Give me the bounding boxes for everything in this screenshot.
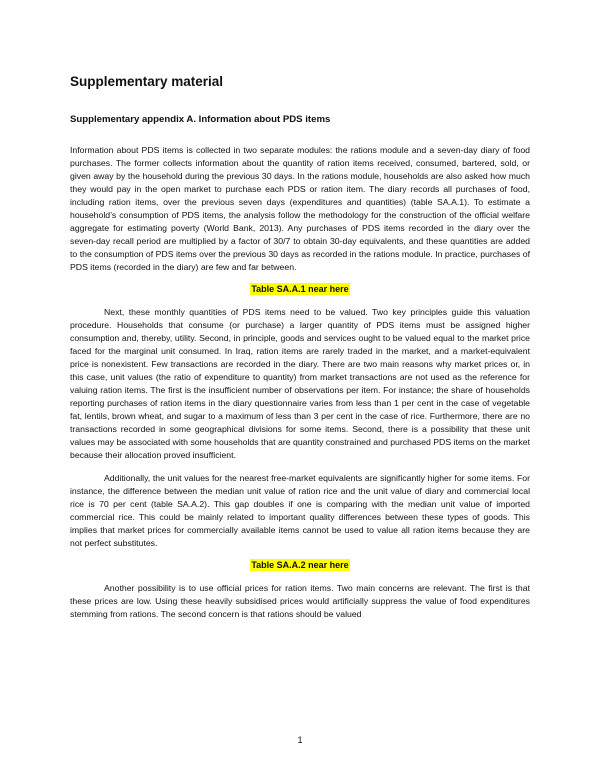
paragraph-valuation: Next, these monthly quantities of PDS items need to be valued. Two key principles guide this valuation procedure. Households that consume (or purchase) a larger quantity of PDS items must be assigned higher consumption and, thereby, utility. Second, in principle, goods and services ought to be valued equal to the market price faced for the marginal unit consumed. In Iraq, ration items are rarely traded in the market, and a market-equivalent price is nonexistent. Few transactions are recorded in the diary. There are two main reasons why market prices or, in this case, unit values (the ratio of expenditure to quantity) from market transactions are not used as the reference for valuing ration items. The first is the insufficient number of observations per item. For instance; the share of households reporting purchases of ration items in the diary questionnaire varies from less than 1 per cent in the case of vegetable fat, lentils, brown wheat, and sugar to a maximum of less than 3 per cent in the case of rice. Furthermore, there are no transactions recorded in some geographical divisions for some items. Second, there is a possibility that these unit values may be associated with some households that are quantity constrained and purchased PDS items on the market because their allocation proved insufficient. <box>70 307 530 460</box>
table-ref-label: Table SA.A.1 near here <box>251 284 349 294</box>
table-placeholder-sa-a-2 <box>70 558 530 571</box>
page-title: Supplementary material <box>70 74 224 89</box>
table-ref-label: Table SA.A.2 near here <box>251 560 349 570</box>
page-content <box>70 74 530 621</box>
table-placeholder-sa-a-1 <box>70 282 530 295</box>
paragraph-unit-values: Additionally, the unit values for the nearest free-market equivalents are significantly higher for some items. For instance, the difference between the median unit value of ration rice and the unit value of diary and commercial local rice is 70 per cent (table SA.A.2). This gap doubles if one is comparing with the median unit value of imported commercial rice. This could be mainly related to important quality differences between these types of goods. This implies that market prices for commercially available items cannot be used to value all ration items because they are not perfect substitutes. <box>70 473 530 548</box>
page-number: 1 <box>297 735 303 745</box>
appendix-heading: Supplementary appendix A. Information about PDS items <box>70 114 331 125</box>
paragraph-official-prices: Another possibility is to use official prices for ration items. Two main concerns are relevant. The first is that these prices are low. Using these heavily subsidised prices would artificially suppress the value of food expenditures stemming from rations. The second concern is that rations should be valued <box>70 583 530 619</box>
paragraph-pds-collection: Information about PDS items is collected in two separate modules: the rations module and a seven-day diary of food purchases. The former collects information about the quantity of ration items received, consumed, bartered, sold, or given away by the household during the previous 30 days. In the rations module, households are also asked how much they would pay in the open market to purchase each PDS or ration item. The diary records all purchases of food, including ration items, over the previous seven days (expenditures and quantities) (table SA.A.1). To estimate a household’s consumption of PDS items, the analysis follow the methodology for the construction of the official welfare aggregate for estimating poverty (World Bank, 2013). Any purchases of PDS items recorded in the diary over the seven-day recall period are multiplied by a factor of 30/7 to obtain 30-day equivalents, and these quantities are added to the consumption of PDS items over the previous 30 days as recorded in the rations module. In practice, purchases of PDS items (recorded in the diary) are few and far between. <box>70 145 530 272</box>
paragraph-gap <box>70 462 530 472</box>
